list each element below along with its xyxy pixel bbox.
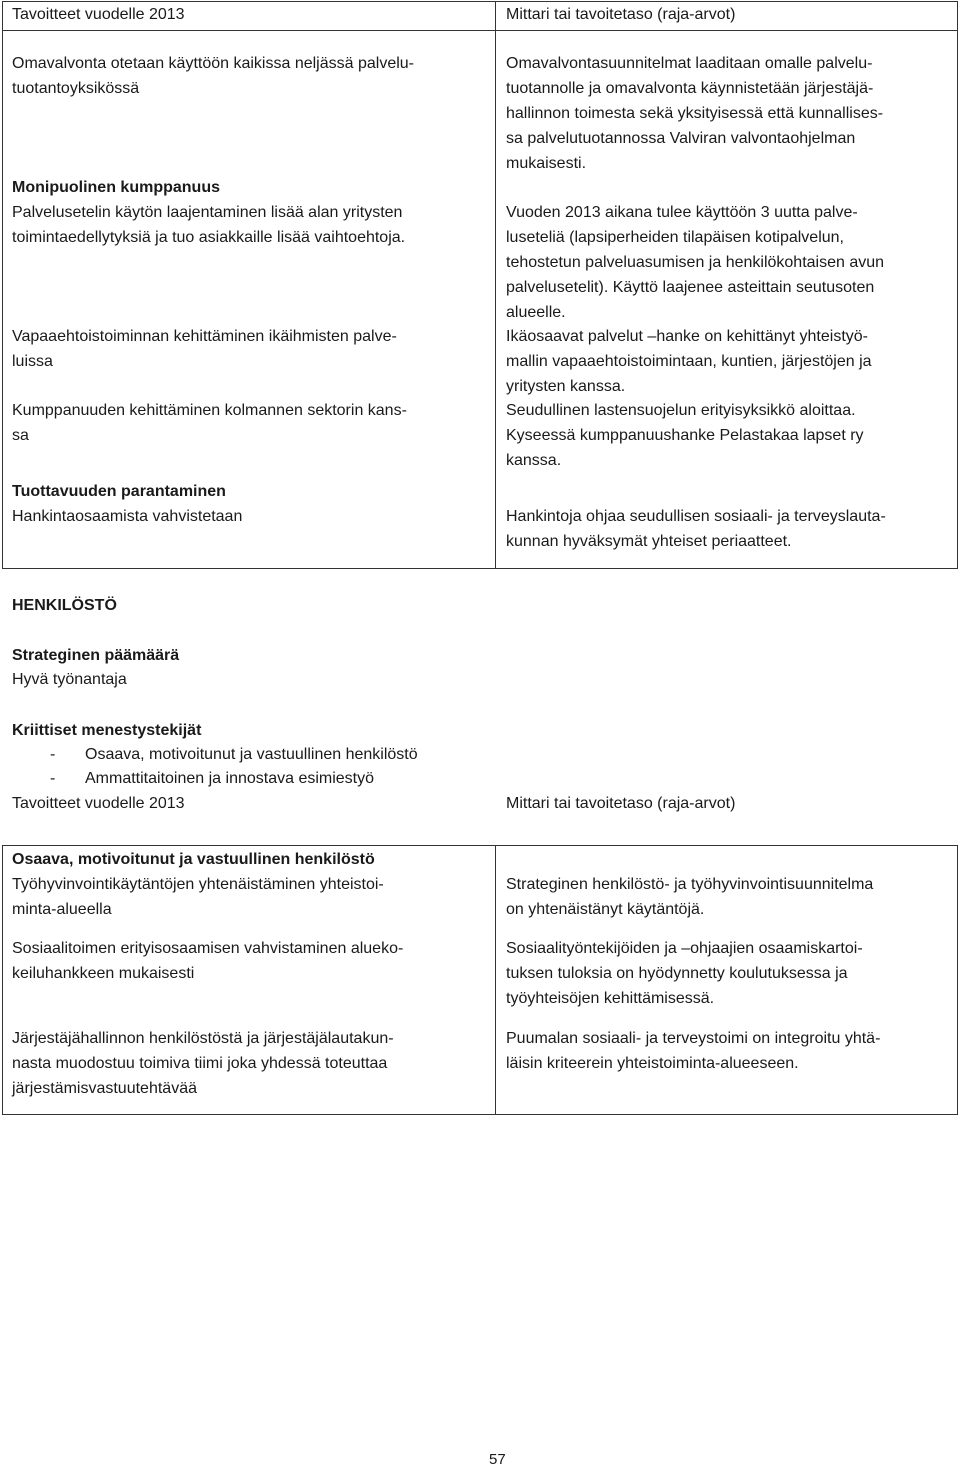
metric-text: sa palvelutuotannossa Valviran valvontaohjelman (506, 130, 856, 147)
goal-text: toimintaedellytyksiä ja tuo asiakkaille lisää vaihtoehtoja. (12, 229, 406, 246)
metric-text: alueelle. (506, 304, 566, 321)
metric-text: työyhteisöjen kehittämisessä. (506, 990, 715, 1007)
goal-text: sa (12, 427, 29, 444)
table-border-right (957, 1, 958, 568)
strategic-goal-heading: Strateginen päämäärä (12, 647, 180, 664)
table-header-divider (2, 30, 958, 31)
goal-text: Hankintaosaamista vahvistetaan (12, 508, 243, 525)
critical-factor: Ammattitaitoinen ja innostava esimiestyö (85, 770, 375, 787)
goal-heading: Monipuolinen kumppanuus (12, 179, 220, 196)
goal-text: Vapaaehtoistoiminnan kehittäminen ikäihmisten palve- (12, 328, 397, 345)
goal-text: Sosiaalitoimen erityisosaamisen vahvistaminen alueko- (12, 940, 404, 957)
strategic-goal: Hyvä työnantaja (12, 671, 127, 688)
metric-text: palvelusetelit). Käyttö laajenee asteittain seutusoten (506, 279, 875, 296)
metric-text: yritysten kanssa. (506, 378, 626, 395)
goal-text: tuotantoyksikössä (12, 80, 140, 97)
section-title: HENKILÖSTÖ (12, 597, 117, 614)
goal-heading: Tuottavuuden parantaminen (12, 483, 226, 500)
page-number: 57 (489, 1451, 506, 1468)
metric-text: Hankintoja ohjaa seudullisen sosiaali- ja terveyslauta- (506, 508, 886, 525)
table-border-bottom (2, 1114, 958, 1115)
table-border-left (2, 845, 3, 1114)
column-header-goals: Tavoitteet vuodelle 2013 (12, 795, 185, 812)
metric-text: Vuoden 2013 aikana tulee käyttöön 3 uutta palve- (506, 204, 858, 221)
goal-text: keiluhankkeen mukaisesti (12, 965, 195, 982)
metric-text: on yhtenäistänyt käytäntöjä. (506, 901, 705, 918)
critical-factor: Osaava, motivoitunut ja vastuullinen henkilöstö (85, 746, 418, 763)
goal-text: minta-alueella (12, 901, 112, 918)
goal-heading: Osaava, motivoitunut ja vastuullinen henkilöstö (12, 851, 375, 868)
critical-factors-heading: Kriittiset menestystekijät (12, 722, 202, 739)
goal-text: nasta muodostuu toimiva tiimi joka yhdessä toteuttaa (12, 1055, 388, 1072)
metric-text: Puumalan sosiaali- ja terveystoimi on integroitu yhtä- (506, 1030, 881, 1047)
table-border-right (957, 845, 958, 1114)
metric-text: tuksen tuloksia on hyödynnetty koulutuksessa ja (506, 965, 848, 982)
metric-text: Ikäosaavat palvelut –hanke on kehittänyt yhteistyö- (506, 328, 868, 345)
goal-text: Työhyvinvointikäytäntöjen yhtenäistäminen yhteistoi- (12, 876, 384, 893)
goal-text: Palvelusetelin käytön laajentaminen lisää alan yritysten (12, 204, 403, 221)
list-item (50, 742, 490, 767)
metric-text: Omavalvontasuunnitelmat laaditaan omalle palvelu- (506, 55, 873, 72)
metric-text: luseteliä (lapsiperheiden tilapäisen kotipalvelun, (506, 229, 844, 246)
metric-text: kunnan hyväksymät yhteiset periaatteet. (506, 533, 792, 550)
column-header-metrics: Mittari tai tavoitetaso (raja-arvot) (506, 6, 736, 23)
metric-text: Sosiaalityöntekijöiden ja –ohjaajien osaamiskartoi- (506, 940, 863, 957)
goal-text: luissa (12, 353, 53, 370)
metric-text: mallin vapaaehtoistoimintaan, kuntien, järjestöjen ja (506, 353, 872, 370)
metric-text: läisin kriteerein yhteistoiminta-alueeseen. (506, 1055, 799, 1072)
dash-bullet: - (50, 746, 56, 763)
metric-text: hallinnon toimesta sekä yksityisessä että kunnallises- (506, 105, 884, 122)
metric-text: Kyseessä kumppanuushanke Pelastakaa lapset ry (506, 427, 864, 444)
metric-text: tuotannolle ja omavalvonta käynnistetään järjestäjä- (506, 80, 874, 97)
metric-text: Strateginen henkilöstö- ja työhyvinvointisuunnitelma (506, 876, 874, 893)
metric-text: Seudullinen lastensuojelun erityisyksikkö aloittaa. (506, 402, 856, 419)
list-item (50, 766, 490, 791)
goal-text: Kumppanuuden kehittäminen kolmannen sektorin kans- (12, 402, 407, 419)
table-column-divider (495, 845, 496, 1114)
dash-bullet: - (50, 770, 56, 787)
column-header-goals: Tavoitteet vuodelle 2013 (12, 6, 185, 23)
metric-text: kanssa. (506, 452, 562, 469)
goal-text: Omavalvonta otetaan käyttöön kaikissa neljässä palvelu- (12, 55, 414, 72)
metric-text: tehostetun palveluasumisen ja henkilökohtaisen avun (506, 254, 885, 271)
table-border-bottom (2, 568, 958, 569)
goal-text: järjestämisvastuutehtävää (12, 1080, 197, 1097)
table-column-divider (495, 1, 496, 568)
table-border-top (2, 845, 958, 846)
goal-text: Järjestäjähallinnon henkilöstöstä ja järjestäjälautakun- (12, 1030, 394, 1047)
metric-text: mukaisesti. (506, 155, 587, 172)
table-border-left (2, 1, 3, 568)
column-header-metrics: Mittari tai tavoitetaso (raja-arvot) (506, 795, 736, 812)
